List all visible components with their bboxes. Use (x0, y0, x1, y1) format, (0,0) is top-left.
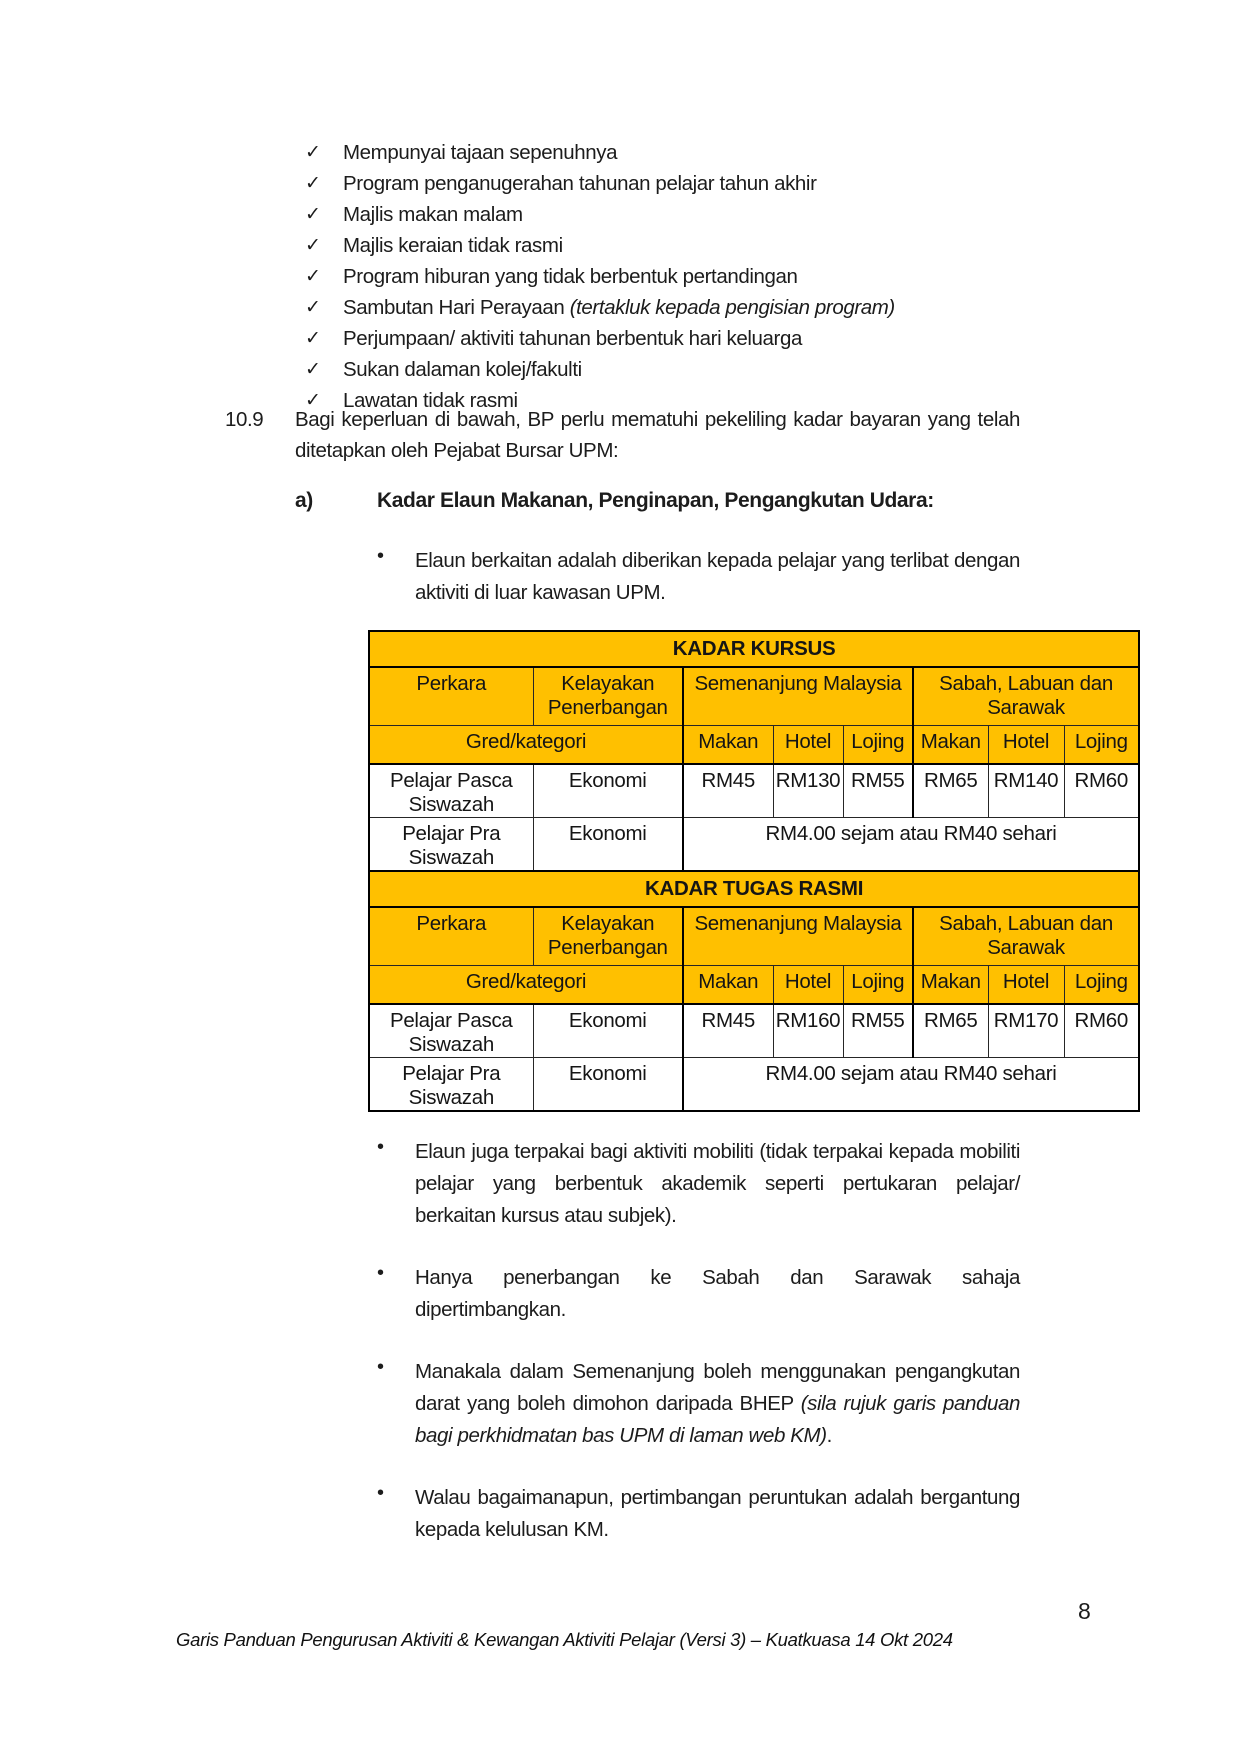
page-number: 8 (1078, 1598, 1091, 1624)
cell-perkara: Pelajar Pra Siswazah (369, 818, 533, 872)
bullet-icon: • (377, 1482, 385, 1504)
list-item-text: Majlis keraian tidak rasmi (343, 233, 563, 257)
list-item (305, 199, 895, 230)
cell-value: RM65 (913, 764, 988, 818)
cell-value: RM130 (773, 764, 843, 818)
rates-table-wrap (368, 630, 1140, 1112)
list-item-text: Program penganugerahan tahunan pelajar tahun akhir (343, 171, 817, 195)
header-region-semenanjung: Semenanjung Malaysia (683, 907, 913, 965)
table-row (369, 1004, 1139, 1058)
header-hotel: Hotel (988, 725, 1064, 764)
section-text: Bagi keperluan di bawah, BP perlu mematuhi pekeliling kadar bayaran yang telah ditetapkan oleh Pejabat Bursar UPM: (295, 408, 1020, 462)
check-icon: ✓ (305, 266, 321, 287)
header-lojing: Lojing (1064, 725, 1139, 764)
check-icon: ✓ (305, 235, 321, 256)
table-row (369, 764, 1139, 818)
header-region-sabah: Sabah, Labuan dan Sarawak (913, 907, 1139, 965)
cell-kelayakan: Ekonomi (533, 1058, 683, 1112)
bullet-item (377, 1136, 1020, 1232)
list-item-text: Majlis makan malam (343, 202, 523, 226)
cell-kelayakan: Ekonomi (533, 764, 683, 818)
check-icon: ✓ (305, 328, 321, 349)
header-hotel: Hotel (773, 725, 843, 764)
list-item (305, 354, 895, 385)
check-icon: ✓ (305, 359, 321, 380)
subsection-title: Kadar Elaun Makanan, Penginapan, Pengangkutan Udara: (377, 489, 934, 512)
check-icon: ✓ (305, 390, 321, 411)
cell-merged-rate: RM4.00 sejam atau RM40 sehari (683, 1058, 1139, 1112)
header-perkara: Perkara (369, 667, 533, 725)
list-item-text: Perjumpaan/ aktiviti tahunan berbentuk hari keluarga (343, 326, 802, 350)
table-section-kursus (369, 631, 1139, 871)
cell-kelayakan: Ekonomi (533, 1004, 683, 1058)
bullet-text (415, 1356, 1020, 1452)
list-item (305, 230, 895, 261)
bullet-text-italic: (sila rujuk garis panduan bagi perkhidmatan bas UPM di laman web KM) (415, 1392, 1020, 1447)
header-perkara: Perkara (369, 907, 533, 965)
check-icon: ✓ (305, 204, 321, 225)
list-item (305, 323, 895, 354)
header-region-semenanjung: Semenanjung Malaysia (683, 667, 913, 725)
check-icon: ✓ (305, 173, 321, 194)
header-lojing: Lojing (1064, 965, 1139, 1004)
checklist (305, 137, 895, 416)
bullet-text: Walau bagaimanapun, pertimbangan peruntukan adalah bergantung kepada kelulusan KM. (415, 1486, 1020, 1541)
bullet-item (377, 1262, 1020, 1326)
footer-text: Garis Panduan Pengurusan Aktiviti & Kewangan Aktiviti Pelajar (Versi 3) – Kuatkuasa 14 Okt 2024 (176, 1629, 953, 1650)
table-section-title: KADAR TUGAS RASMI (369, 871, 1139, 907)
header-hotel: Hotel (988, 965, 1064, 1004)
cell-perkara: Pelajar Pra Siswazah (369, 1058, 533, 1112)
cell-value: RM55 (843, 764, 913, 818)
list-item (305, 168, 895, 199)
cell-value: RM60 (1064, 1004, 1139, 1058)
cell-perkara: Pelajar Pasca Siswazah (369, 1004, 533, 1058)
bullet-icon: • (377, 1136, 385, 1158)
list-item-text: Program hiburan yang tidak berbentuk pertandingan (343, 264, 798, 288)
bullet-text-normal: Manakala dalam Semenanjung boleh menggunakan pengangkutan darat yang boleh dimohon daripada BHEP (415, 1360, 1020, 1415)
cell-merged-rate: RM4.00 sejam atau RM40 sehari (683, 818, 1139, 872)
table-row (369, 818, 1139, 872)
header-kelayakan: Kelayakan Penerbangan (533, 907, 683, 965)
cell-kelayakan: Ekonomi (533, 818, 683, 872)
check-icon: ✓ (305, 297, 321, 318)
cell-value: RM140 (988, 764, 1064, 818)
bullet-item (377, 1356, 1020, 1452)
list-item-text-italic: (tertakluk kepada pengisian program) (569, 295, 895, 319)
list-item-text: Sukan dalaman kolej/fakulti (343, 357, 582, 381)
header-lojing: Lojing (843, 965, 913, 1004)
section-10-9 (225, 404, 1020, 466)
table-section-title: KADAR KURSUS (369, 631, 1139, 667)
header-makan: Makan (683, 725, 773, 764)
header-gred: Gred/kategori (369, 965, 683, 1004)
bullet-item (377, 1482, 1020, 1546)
bullet-text: Hanya penerbangan ke Sabah dan Sarawak sahaja dipertimbangkan. (415, 1266, 1020, 1321)
list-item-text: Lawatan tidak rasmi (343, 388, 518, 412)
list-item-text (343, 296, 895, 320)
bullet-list (377, 1136, 1020, 1576)
header-makan: Makan (913, 965, 988, 1004)
cell-value: RM65 (913, 1004, 988, 1058)
list-item-text-normal: Sambutan Hari Perayaan (343, 295, 570, 319)
header-kelayakan: Kelayakan Penerbangan (533, 667, 683, 725)
subsection-label: a) (295, 489, 313, 512)
bullet-text-normal: . (826, 1424, 832, 1447)
list-item (305, 137, 895, 168)
cell-value: RM55 (843, 1004, 913, 1058)
cell-perkara: Pelajar Pasca Siswazah (369, 764, 533, 818)
bullet-text: Elaun berkaitan adalah diberikan kepada pelajar yang terlibat dengan aktiviti di luar kawasan UPM. (415, 549, 1020, 604)
header-gred: Gred/kategori (369, 725, 683, 764)
header-makan: Makan (913, 725, 988, 764)
check-icon: ✓ (305, 142, 321, 163)
header-region-sabah: Sabah, Labuan dan Sarawak (913, 667, 1139, 725)
rates-table (368, 630, 1140, 1112)
cell-value: RM60 (1064, 764, 1139, 818)
bullet-icon: • (377, 1262, 385, 1284)
section-number: 10.9 (225, 408, 264, 431)
cell-value: RM170 (988, 1004, 1064, 1058)
bullet-icon: • (377, 1356, 385, 1378)
list-item (305, 292, 895, 323)
cell-value: RM45 (683, 764, 773, 818)
header-hotel: Hotel (773, 965, 843, 1004)
cell-value: RM45 (683, 1004, 773, 1058)
bullet-icon: • (377, 545, 385, 567)
header-lojing: Lojing (843, 725, 913, 764)
table-section-tugas-rasmi (369, 871, 1139, 1111)
bullet-intro (377, 545, 1020, 609)
list-item-text: Mempunyai tajaan sepenuhnya (343, 140, 618, 164)
list-item (305, 261, 895, 292)
table-row (369, 1058, 1139, 1112)
subsection-a (295, 489, 934, 513)
bullet-text: Elaun juga terpakai bagi aktiviti mobiliti (tidak terpakai kepada mobiliti pelajar yang berbentuk akademik seperti pertukaran pelajar/ berkaitan kursus atau subjek). (415, 1140, 1020, 1227)
header-makan: Makan (683, 965, 773, 1004)
cell-value: RM160 (773, 1004, 843, 1058)
